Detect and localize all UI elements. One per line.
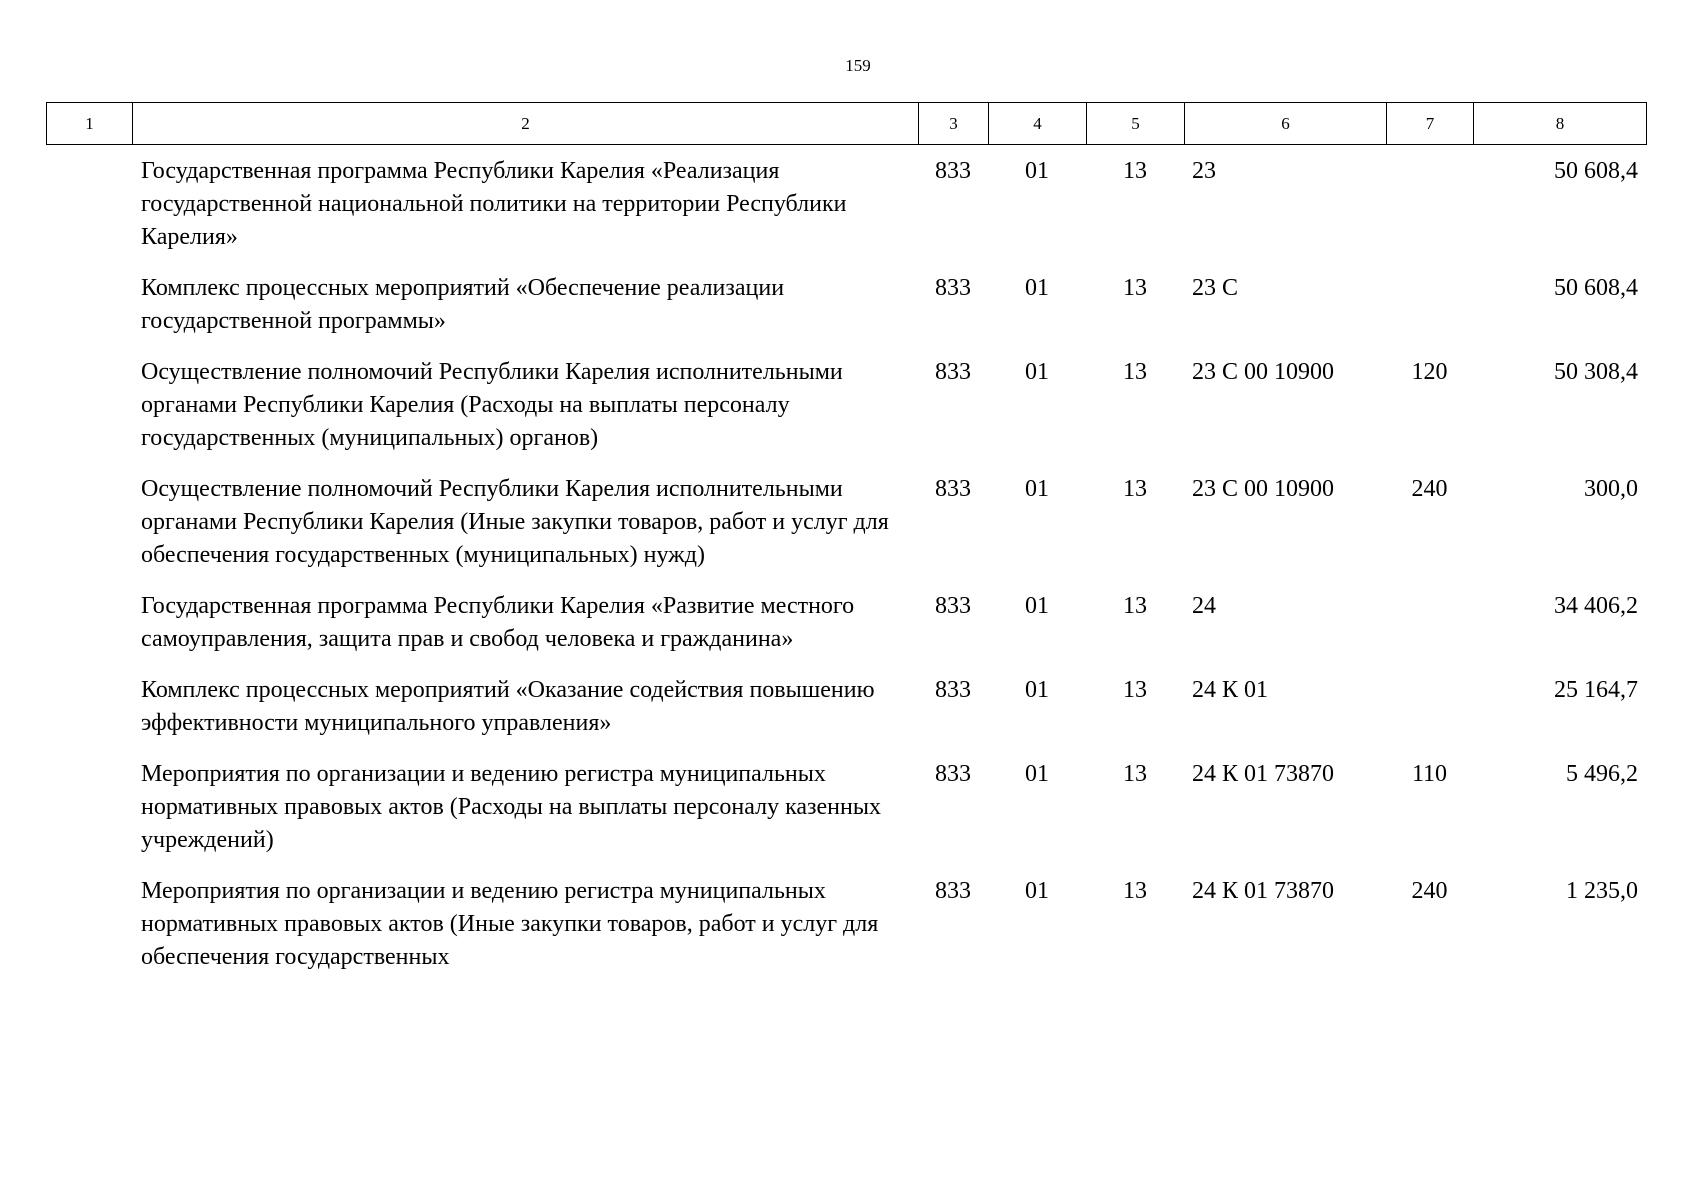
table-row — [46, 265, 1646, 349]
table-row — [46, 349, 1646, 466]
header-cell-6: 6 — [1185, 103, 1387, 145]
row-expense-type: 120 — [1411, 359, 1448, 385]
row-amount: 1 235,0 — [1566, 878, 1638, 904]
header-cell-1: 1 — [47, 103, 133, 145]
row-ved-code: 833 — [935, 677, 971, 703]
row-name: Государственная программа Республики Карелия «Развитие местного самоуправления, защита прав и свобод человека и гражданина» — [141, 593, 855, 652]
row-amount: 5 496,2 — [1566, 761, 1638, 787]
table-row — [46, 751, 1646, 868]
row-ved-code: 833 — [935, 761, 971, 787]
row-subsection-code: 13 — [1123, 158, 1147, 184]
table-row — [46, 466, 1646, 583]
header-cell-5: 5 — [1087, 103, 1185, 145]
header-cell-7: 7 — [1387, 103, 1474, 145]
row-name: Осуществление полномочий Республики Карелия исполнительными органами Республики Карелия (Иные закупки товаров, работ и услуг для обеспечения государственных (муниципальных) нужд) — [141, 476, 889, 568]
row-expense-type — [1386, 583, 1473, 667]
row-subsection-code: 13 — [1123, 878, 1147, 904]
page-number: 159 — [845, 56, 871, 75]
row-section-code: 01 — [1025, 677, 1049, 703]
row-name: Мероприятия по организации и ведению регистра муниципальных нормативных правовых актов (Иные закупки товаров, работ и услуг для обеспечения государственных — [141, 878, 879, 970]
row-amount: 50 608,4 — [1554, 275, 1638, 301]
header-cell-4: 4 — [989, 103, 1087, 145]
row-section-code: 01 — [1025, 761, 1049, 787]
header-cell-3: 3 — [919, 103, 989, 145]
row-target-article: 24 — [1192, 593, 1216, 619]
row-subsection-code: 13 — [1123, 476, 1147, 502]
row-name: Комплекс процессных мероприятий «Обеспечение реализации государственной программы» — [141, 275, 785, 334]
row-target-article: 24 К 01 73870 — [1192, 761, 1335, 787]
row-target-article: 23 С 00 10900 — [1192, 476, 1335, 502]
row-amount: 25 164,7 — [1554, 677, 1638, 703]
row-ved-code: 833 — [935, 593, 971, 619]
row-target-article: 23 С — [1192, 275, 1239, 301]
table-row — [46, 583, 1646, 667]
row-target-article: 24 К 01 73870 — [1192, 878, 1335, 904]
row-section-code: 01 — [1025, 275, 1049, 301]
row-subsection-code: 13 — [1123, 593, 1147, 619]
row-expense-type: 110 — [1411, 761, 1448, 787]
row-amount: 34 406,2 — [1554, 593, 1638, 619]
row-name: Комплекс процессных мероприятий «Оказание содействия повышению эффективности муниципального управления» — [141, 677, 875, 736]
row-section-code: 01 — [1025, 593, 1049, 619]
row-ved-code: 833 — [935, 476, 971, 502]
row-section-code: 01 — [1025, 878, 1049, 904]
row-target-article: 23 С 00 10900 — [1192, 359, 1335, 385]
row-expense-type — [1386, 148, 1473, 265]
row-subsection-code: 13 — [1123, 275, 1147, 301]
row-target-article: 23 — [1192, 158, 1216, 184]
row-ved-code: 833 — [935, 878, 971, 904]
row-expense-type — [1386, 667, 1473, 751]
budget-table — [46, 148, 1646, 985]
row-target-article: 24 К 01 — [1192, 677, 1269, 703]
row-section-code: 01 — [1025, 476, 1049, 502]
header-row — [47, 103, 1647, 145]
row-name: Мероприятия по организации и ведению регистра муниципальных нормативных правовых актов (Расходы на выплаты персоналу казенных учреждений) — [141, 761, 881, 853]
column-number-header — [46, 102, 1647, 145]
row-expense-type — [1386, 265, 1473, 349]
row-expense-type: 240 — [1411, 476, 1448, 502]
header-cell-2: 2 — [133, 103, 919, 145]
table-row — [46, 868, 1646, 985]
table-row — [46, 148, 1646, 265]
row-expense-type: 240 — [1411, 878, 1448, 904]
row-section-code: 01 — [1025, 158, 1049, 184]
row-amount: 300,0 — [1584, 476, 1638, 502]
row-subsection-code: 13 — [1123, 677, 1147, 703]
row-ved-code: 833 — [935, 359, 971, 385]
table-row — [46, 667, 1646, 751]
row-ved-code: 833 — [935, 158, 971, 184]
row-name: Осуществление полномочий Республики Карелия исполнительными органами Республики Карелия (Расходы на выплаты персоналу государственных (муниципальных) органов) — [141, 359, 843, 451]
row-subsection-code: 13 — [1123, 761, 1147, 787]
row-amount: 50 608,4 — [1554, 158, 1638, 184]
row-section-code: 01 — [1025, 359, 1049, 385]
row-name: Государственная программа Республики Карелия «Реализация государственной национальной политики на территории Республики Карелия» — [141, 158, 847, 250]
row-subsection-code: 13 — [1123, 359, 1147, 385]
row-amount: 50 308,4 — [1554, 359, 1638, 385]
header-cell-8: 8 — [1474, 103, 1647, 145]
row-ved-code: 833 — [935, 275, 971, 301]
